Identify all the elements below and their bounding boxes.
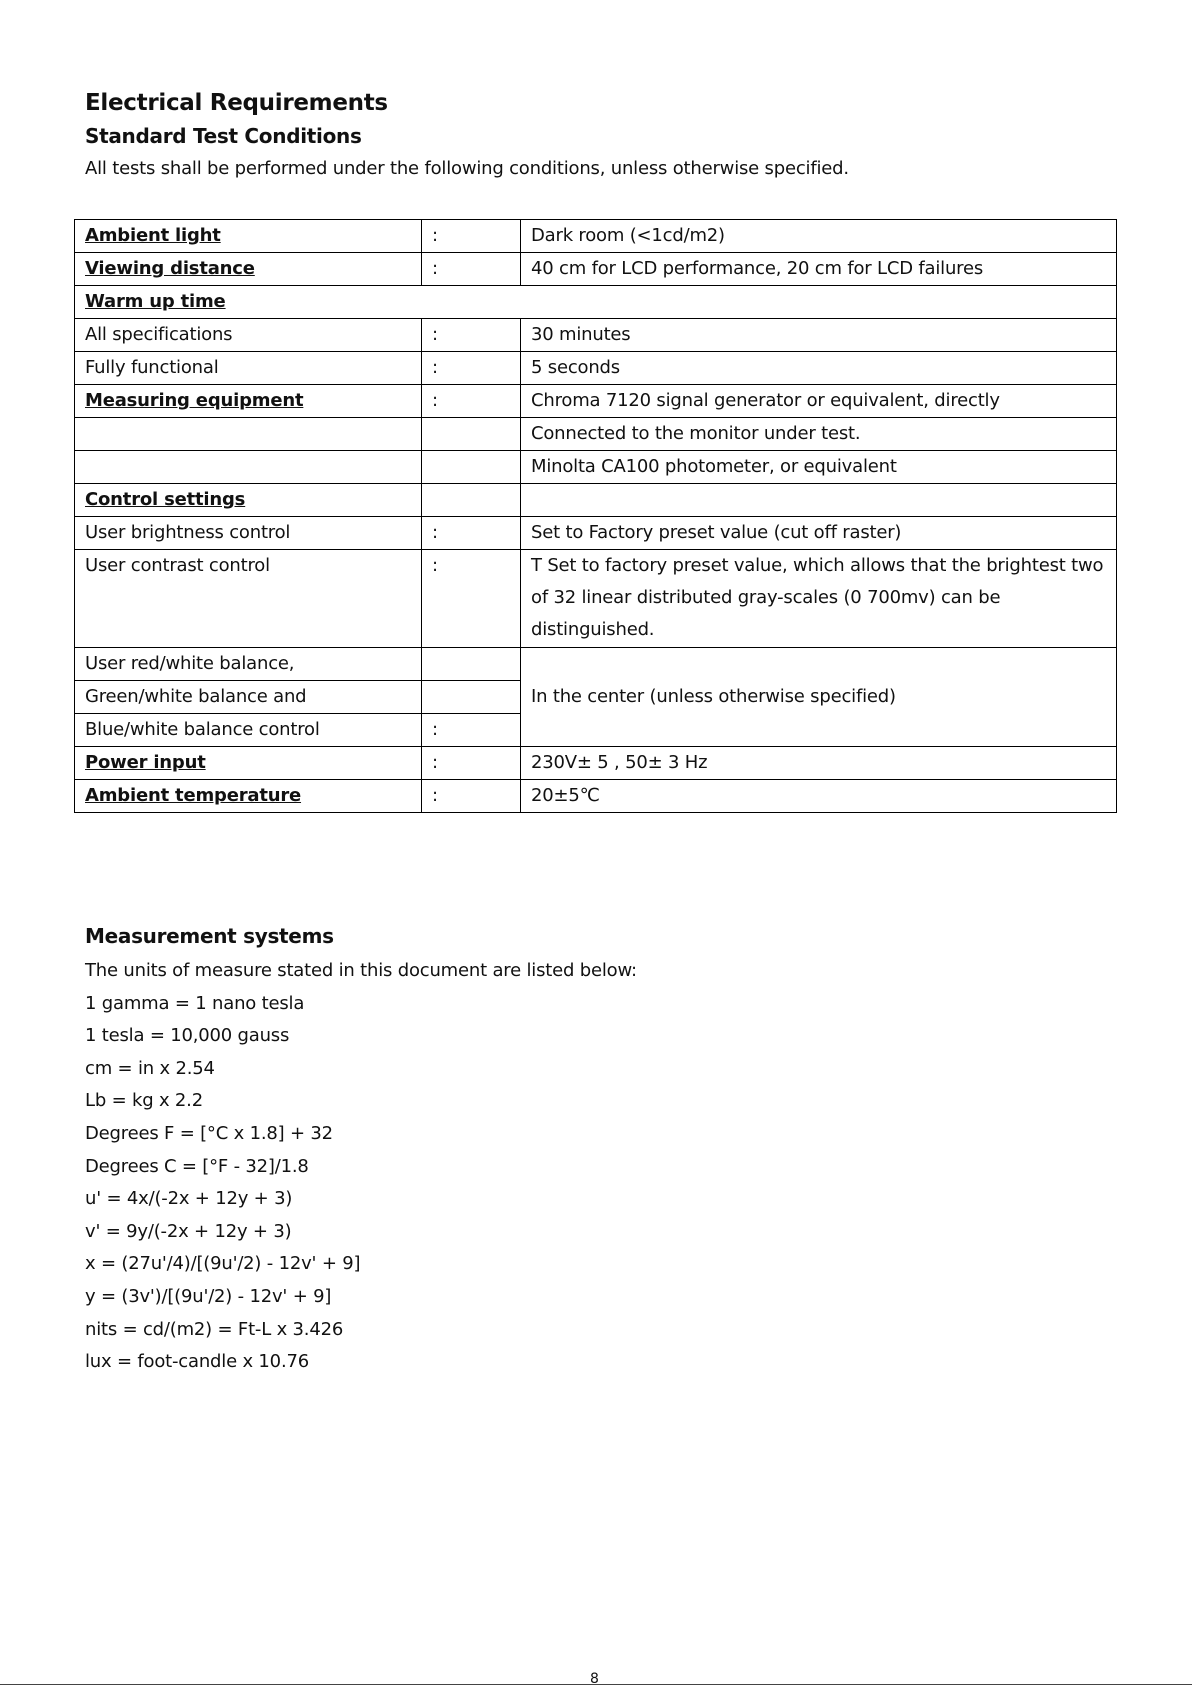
- table-row: [75, 418, 1117, 451]
- separator-cell: :: [422, 550, 521, 648]
- units-list: [85, 955, 637, 1379]
- list-item: x = (27u'/4)/[(9u'/2) - 12v' + 9]: [85, 1253, 361, 1275]
- section-subtitle: Standard Test Conditions: [85, 124, 362, 148]
- separator-cell: [422, 451, 521, 484]
- value-cell: 5 seconds: [521, 352, 1117, 385]
- list-item: cm = in x 2.54: [85, 1057, 215, 1079]
- table-row: [75, 352, 1117, 385]
- separator-cell: :: [422, 714, 521, 747]
- list-item: Degrees F = [°C x 1.8] + 32: [85, 1122, 333, 1144]
- list-item: 1 tesla = 10,000 gauss: [85, 1025, 290, 1047]
- label-cell: Ambient light: [75, 220, 422, 253]
- value-cell: 30 minutes: [521, 319, 1117, 352]
- page-title: Electrical Requirements: [85, 90, 388, 116]
- separator-cell: :: [422, 385, 521, 418]
- value-cell: In the center (unless otherwise specified): [521, 648, 1117, 747]
- list-item: v' = 9y/(-2x + 12y + 3): [85, 1220, 292, 1242]
- label-cell: Viewing distance: [75, 253, 422, 286]
- table-row: [75, 253, 1117, 286]
- list-item: lux = foot-candle x 10.76: [85, 1351, 309, 1373]
- value-line: of 32 linear distributed gray-scales (0 700mv) can be: [531, 587, 1001, 608]
- value-cell: Connected to the monitor under test.: [521, 418, 1117, 451]
- list-item: u' = 4x/(-2x + 12y + 3): [85, 1188, 293, 1210]
- table-row: [75, 550, 1117, 648]
- table-row: [75, 780, 1117, 813]
- label-cell: Warm up time: [75, 286, 1117, 319]
- list-item: 1 gamma = 1 nano tesla: [85, 992, 305, 1014]
- label-cell: All specifications: [75, 319, 422, 352]
- label-cell: User brightness control: [75, 517, 422, 550]
- separator-cell: [422, 484, 521, 517]
- value-cell: Dark room (<1cd/m2): [521, 220, 1117, 253]
- value-cell: [521, 484, 1117, 517]
- value-cell: Chroma 7120 signal generator or equivalent, directly: [521, 385, 1117, 418]
- separator-cell: :: [422, 253, 521, 286]
- units-intro: The units of measure stated in this document are listed below:: [85, 960, 637, 981]
- separator-cell: :: [422, 319, 521, 352]
- value-cell: [521, 550, 1117, 648]
- list-item: Lb = kg x 2.2: [85, 1090, 203, 1112]
- label-cell: Green/white balance and: [75, 681, 422, 714]
- separator-cell: [422, 418, 521, 451]
- measurement-heading: Measurement systems: [85, 924, 334, 948]
- label-cell: Power input: [75, 747, 422, 780]
- list-item: nits = cd/(m2) = Ft-L x 3.426: [85, 1318, 344, 1340]
- table-row: [75, 451, 1117, 484]
- separator-cell: :: [422, 747, 521, 780]
- separator-cell: [422, 648, 521, 681]
- value-line: distinguished.: [531, 619, 655, 640]
- value-cell: 20±5℃: [521, 780, 1117, 813]
- label-cell: Ambient temperature: [75, 780, 422, 813]
- separator-cell: [422, 681, 521, 714]
- page-number: 8: [590, 1671, 599, 1687]
- label-cell: Measuring equipment: [75, 385, 422, 418]
- table-row: [75, 319, 1117, 352]
- label-cell: User red/white balance,: [75, 648, 422, 681]
- separator-cell: :: [422, 517, 521, 550]
- intro-text: All tests shall be performed under the following conditions, unless otherwise specified.: [85, 158, 849, 179]
- table-row: [75, 484, 1117, 517]
- label-cell: Blue/white balance control: [75, 714, 422, 747]
- label-cell: [75, 451, 422, 484]
- label-cell: Control settings: [75, 484, 422, 517]
- label-cell: Fully functional: [75, 352, 422, 385]
- value-cell: 230V± 5 , 50± 3 Hz: [521, 747, 1117, 780]
- table-row: [75, 747, 1117, 780]
- table-row: [75, 286, 1117, 319]
- value-cell: Minolta CA100 photometer, or equivalent: [521, 451, 1117, 484]
- label-cell: [75, 418, 422, 451]
- separator-cell: :: [422, 220, 521, 253]
- test-conditions-table: [74, 219, 1117, 813]
- list-item: Degrees C = [°F - 32]/1.8: [85, 1155, 309, 1177]
- table-row: [75, 517, 1117, 550]
- list-item: y = (3v')/[(9u'/2) - 12v' + 9]: [85, 1285, 332, 1307]
- value-line: T Set to factory preset value, which allows that the brightest two: [531, 555, 1104, 576]
- table-row: [75, 385, 1117, 418]
- table-row: [75, 648, 1117, 681]
- value-cell: Set to Factory preset value (cut off raster): [521, 517, 1117, 550]
- label-cell: User contrast control: [75, 550, 422, 648]
- value-cell: 40 cm for LCD performance, 20 cm for LCD failures: [521, 253, 1117, 286]
- separator-cell: :: [422, 352, 521, 385]
- table-row: [75, 220, 1117, 253]
- separator-cell: :: [422, 780, 521, 813]
